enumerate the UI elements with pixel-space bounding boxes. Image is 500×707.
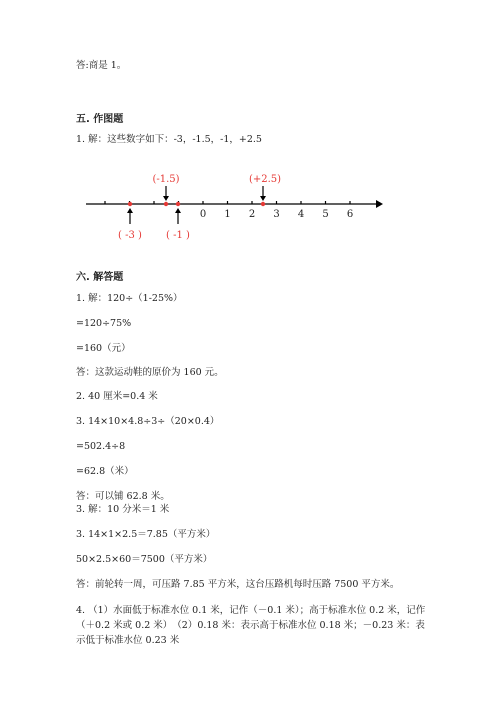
s6-line-7: =502.4÷8 [76, 441, 126, 452]
label-minus-1: ( -1 ) [166, 230, 190, 241]
arrowhead-minus-1 [175, 208, 181, 213]
s6-line-11: 3. 14×1×2.5＝7.85（平方米） [76, 529, 216, 540]
label-minus-1-5: (-1.5) [152, 174, 180, 185]
section5-heading: 五. 作图题 [76, 114, 124, 125]
label-plus-2-5: (+2.5) [248, 174, 282, 185]
s6-line-2: =120÷75% [76, 318, 132, 329]
tick-label: 4 [297, 209, 305, 220]
s6-line-5: 2. 40 厘米=0.4 米 [76, 391, 158, 402]
s6-line-3: =160（元） [76, 343, 131, 354]
tick-label: 1 [224, 209, 231, 220]
tick-label: 0 [199, 209, 207, 220]
point-minus-1-5 [164, 202, 168, 206]
tick-label: 5 [322, 209, 329, 220]
s6-line-10: 3. 解：10 分米＝1 米 [76, 504, 170, 515]
tick-label: 3 [273, 209, 280, 220]
section5-answer-line: 1. 解：这些数字如下：-3，-1.5，-1，+2.5 [76, 134, 262, 145]
label-minus-3: ( -3 ) [118, 230, 142, 241]
s6-line-9: 答：可以铺 62.8 米。 [76, 491, 170, 502]
q4-paragraph: 4. （1）水面低于标准水位 0.1 米，记作（－0.1 米）；高于标准水位 0.2 米，记作（＋0.2 米或 0.2 米） （2）0.18 米：表示高于标准水位 0.18 米；－0.23 米：表示低于标准水位 0.23 米 [76, 605, 426, 646]
section6-heading: 六. 解答题 [76, 272, 124, 283]
point-plus-2-5 [261, 202, 265, 206]
arrowhead-plus-2-5 [260, 196, 266, 201]
number-line [0, 166, 500, 246]
point-minus-1 [176, 202, 180, 206]
s6-line-8: =62.8（米） [76, 466, 134, 477]
s6-line-12: 50×2.5×60＝7500（平方米） [76, 554, 213, 565]
s6-line-4: 答：这款运动鞋的原价为 160 元。 [76, 367, 224, 378]
tick-label: 2 [248, 209, 256, 220]
arrowhead-minus-3 [127, 208, 133, 213]
s6-line-6: 3. 14×10×4.8÷3÷（20×0.4） [76, 416, 220, 427]
s6-line-13: 答：前轮转一周，可压路 7.85 平方米，这台压路机每时压路 7500 平方米。 [76, 579, 400, 590]
arrowhead-minus-1-5 [163, 196, 169, 201]
tick-label: 6 [346, 209, 354, 220]
s6-line-1: 1. 解：120÷（1-25%） [76, 293, 183, 304]
number-line-arrow [376, 200, 383, 208]
answer-text: 答:商是 1。 [76, 60, 127, 71]
point-minus-3 [128, 202, 132, 206]
